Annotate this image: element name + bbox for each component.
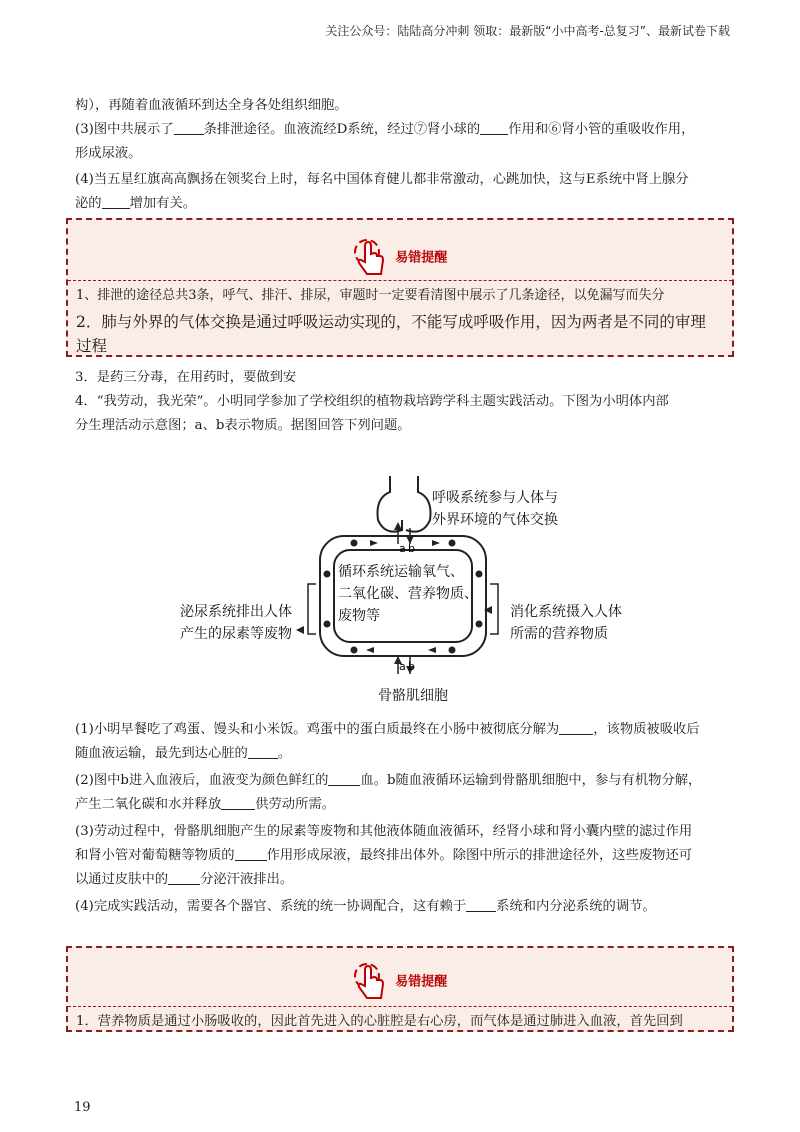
- tip-line: 过程: [76, 337, 108, 355]
- question-4-intro: 4．“我劳动，我光荣”。小明同学参加了学校组织的植物栽培跨学科主题实践活动。下图为小明体内部: [75, 394, 669, 409]
- tip-line: 1、排泄的途径总共3条，呼气、排汗、排尿，审题时一定要看清图中展示了几条途径，以免漏写而失分: [76, 288, 665, 303]
- diagram-label-respiratory: 呼吸系统参与人体与: [432, 490, 558, 506]
- diagram-label-respiratory: 外界环境的气体交换: [432, 512, 558, 528]
- diagram-label-muscle: 骨骼肌细胞: [378, 688, 448, 704]
- label-a: a: [399, 542, 406, 555]
- para-line: 形成尿液。: [75, 146, 142, 161]
- question-2: (2)图中b进入血液后，血液变为颜色鲜红的 血。b随血液循环运输到骨骼肌细胞中，参与有机物分解，: [75, 773, 702, 788]
- answer-blank[interactable]: [235, 846, 267, 861]
- answer-blank[interactable]: [559, 720, 593, 735]
- answer-blank[interactable]: [466, 897, 496, 912]
- para-line: 构），再随着血液循环到达全身各处组织细胞。: [75, 98, 348, 113]
- label-b-bottom: b: [408, 660, 415, 673]
- page-header: 关注公众号：陆陆高分冲刺 领取：最新版“小中高考-总复习”、最新试卷下载: [325, 24, 730, 38]
- hand-pointer-icon: [353, 238, 387, 278]
- label-a-bottom: a: [399, 660, 406, 673]
- question-4-fill: 泌的 增加有关。: [75, 196, 197, 211]
- tip-title: 易错提醒: [68, 962, 732, 1002]
- answer-blank[interactable]: [174, 120, 204, 135]
- question-4-intro: 分生理活动示意图；a、b表示物质。据图回答下列问题。: [75, 418, 411, 433]
- question-2: 产生二氧化碳和水并释放 供劳动所需。: [75, 797, 336, 812]
- diagram-label-digestive: 所需的营养物质: [510, 626, 608, 642]
- diagram-label-urinary: 泌尿系统排出人体: [180, 604, 292, 620]
- question-3-text: 3．是药三分毒，在用药时，要做到安: [75, 370, 297, 385]
- page-number: 19: [74, 1100, 91, 1115]
- answer-blank[interactable]: [221, 795, 255, 810]
- diagram-label-urinary: 产生的尿素等废物: [180, 626, 292, 642]
- hand-pointer-icon: [353, 962, 387, 1002]
- label-b: b: [408, 542, 415, 555]
- question-3-fill: (3)图中共展示了 条排泄途径。血液流经D系统，经过⑦肾小球的 作用和⑥肾小管的重吸收作用，: [75, 122, 695, 137]
- tip-line: 2．肺与外界的气体交换是通过呼吸运动实现的，不能写成呼吸作用，因为两者是不同的审理: [76, 313, 706, 331]
- answer-blank[interactable]: [168, 870, 200, 885]
- question-4: (4)完成实践活动，需要各个器官、系统的统一协调配合，这有赖于 系统和内分泌系统的调节。: [75, 899, 656, 914]
- diagram-label-digestive: 消化系统摄入人体: [510, 604, 622, 620]
- question-3: 以通过皮肤中的 分泌汗液排出。: [75, 872, 294, 887]
- tip-box: [66, 218, 734, 357]
- question-4-text: (4)当五星红旗高高飘扬在领奖台上时，每名中国体育健儿都非常激动，心跳加快，这与E系统中肾上腺分: [75, 172, 689, 187]
- answer-blank[interactable]: [248, 744, 278, 759]
- answer-blank[interactable]: [328, 771, 360, 786]
- diagram-label-circulatory: 二氧化碳、营养物质、: [338, 586, 478, 602]
- tip-line: 1．营养物质是通过小肠吸收的，因此首先进入的心脏腔是右心房，而气体是通过肺进入血液，首先回到: [76, 1014, 683, 1029]
- answer-blank[interactable]: [480, 120, 508, 135]
- question-3: (3)劳动过程中，骨骼肌细胞产生的尿素等废物和其他液体随血液循环，经肾小球和肾小囊内壁的滤过作用: [75, 824, 693, 839]
- physiology-diagram: [170, 474, 650, 714]
- diagram-label-circulatory: 废物等: [338, 608, 380, 624]
- question-1: (1)小明早餐吃了鸡蛋、馒头和小米饭。鸡蛋中的蛋白质最终在小肠中被彻底分解为 ，该物质被吸收后: [75, 722, 700, 737]
- answer-blank[interactable]: [102, 194, 130, 209]
- tip-box: [66, 946, 734, 1032]
- question-1: 随血液运输，最先到达心脏的 。: [75, 746, 292, 761]
- tip-title: 易错提醒: [68, 238, 732, 278]
- diagram-label-circulatory: 循环系统运输氧气、: [338, 564, 464, 580]
- question-3: 和肾小管对葡萄糖等物质的 作用形成尿液，最终排出体外。除图中所示的排泄途径外，这些废物还可: [75, 848, 693, 863]
